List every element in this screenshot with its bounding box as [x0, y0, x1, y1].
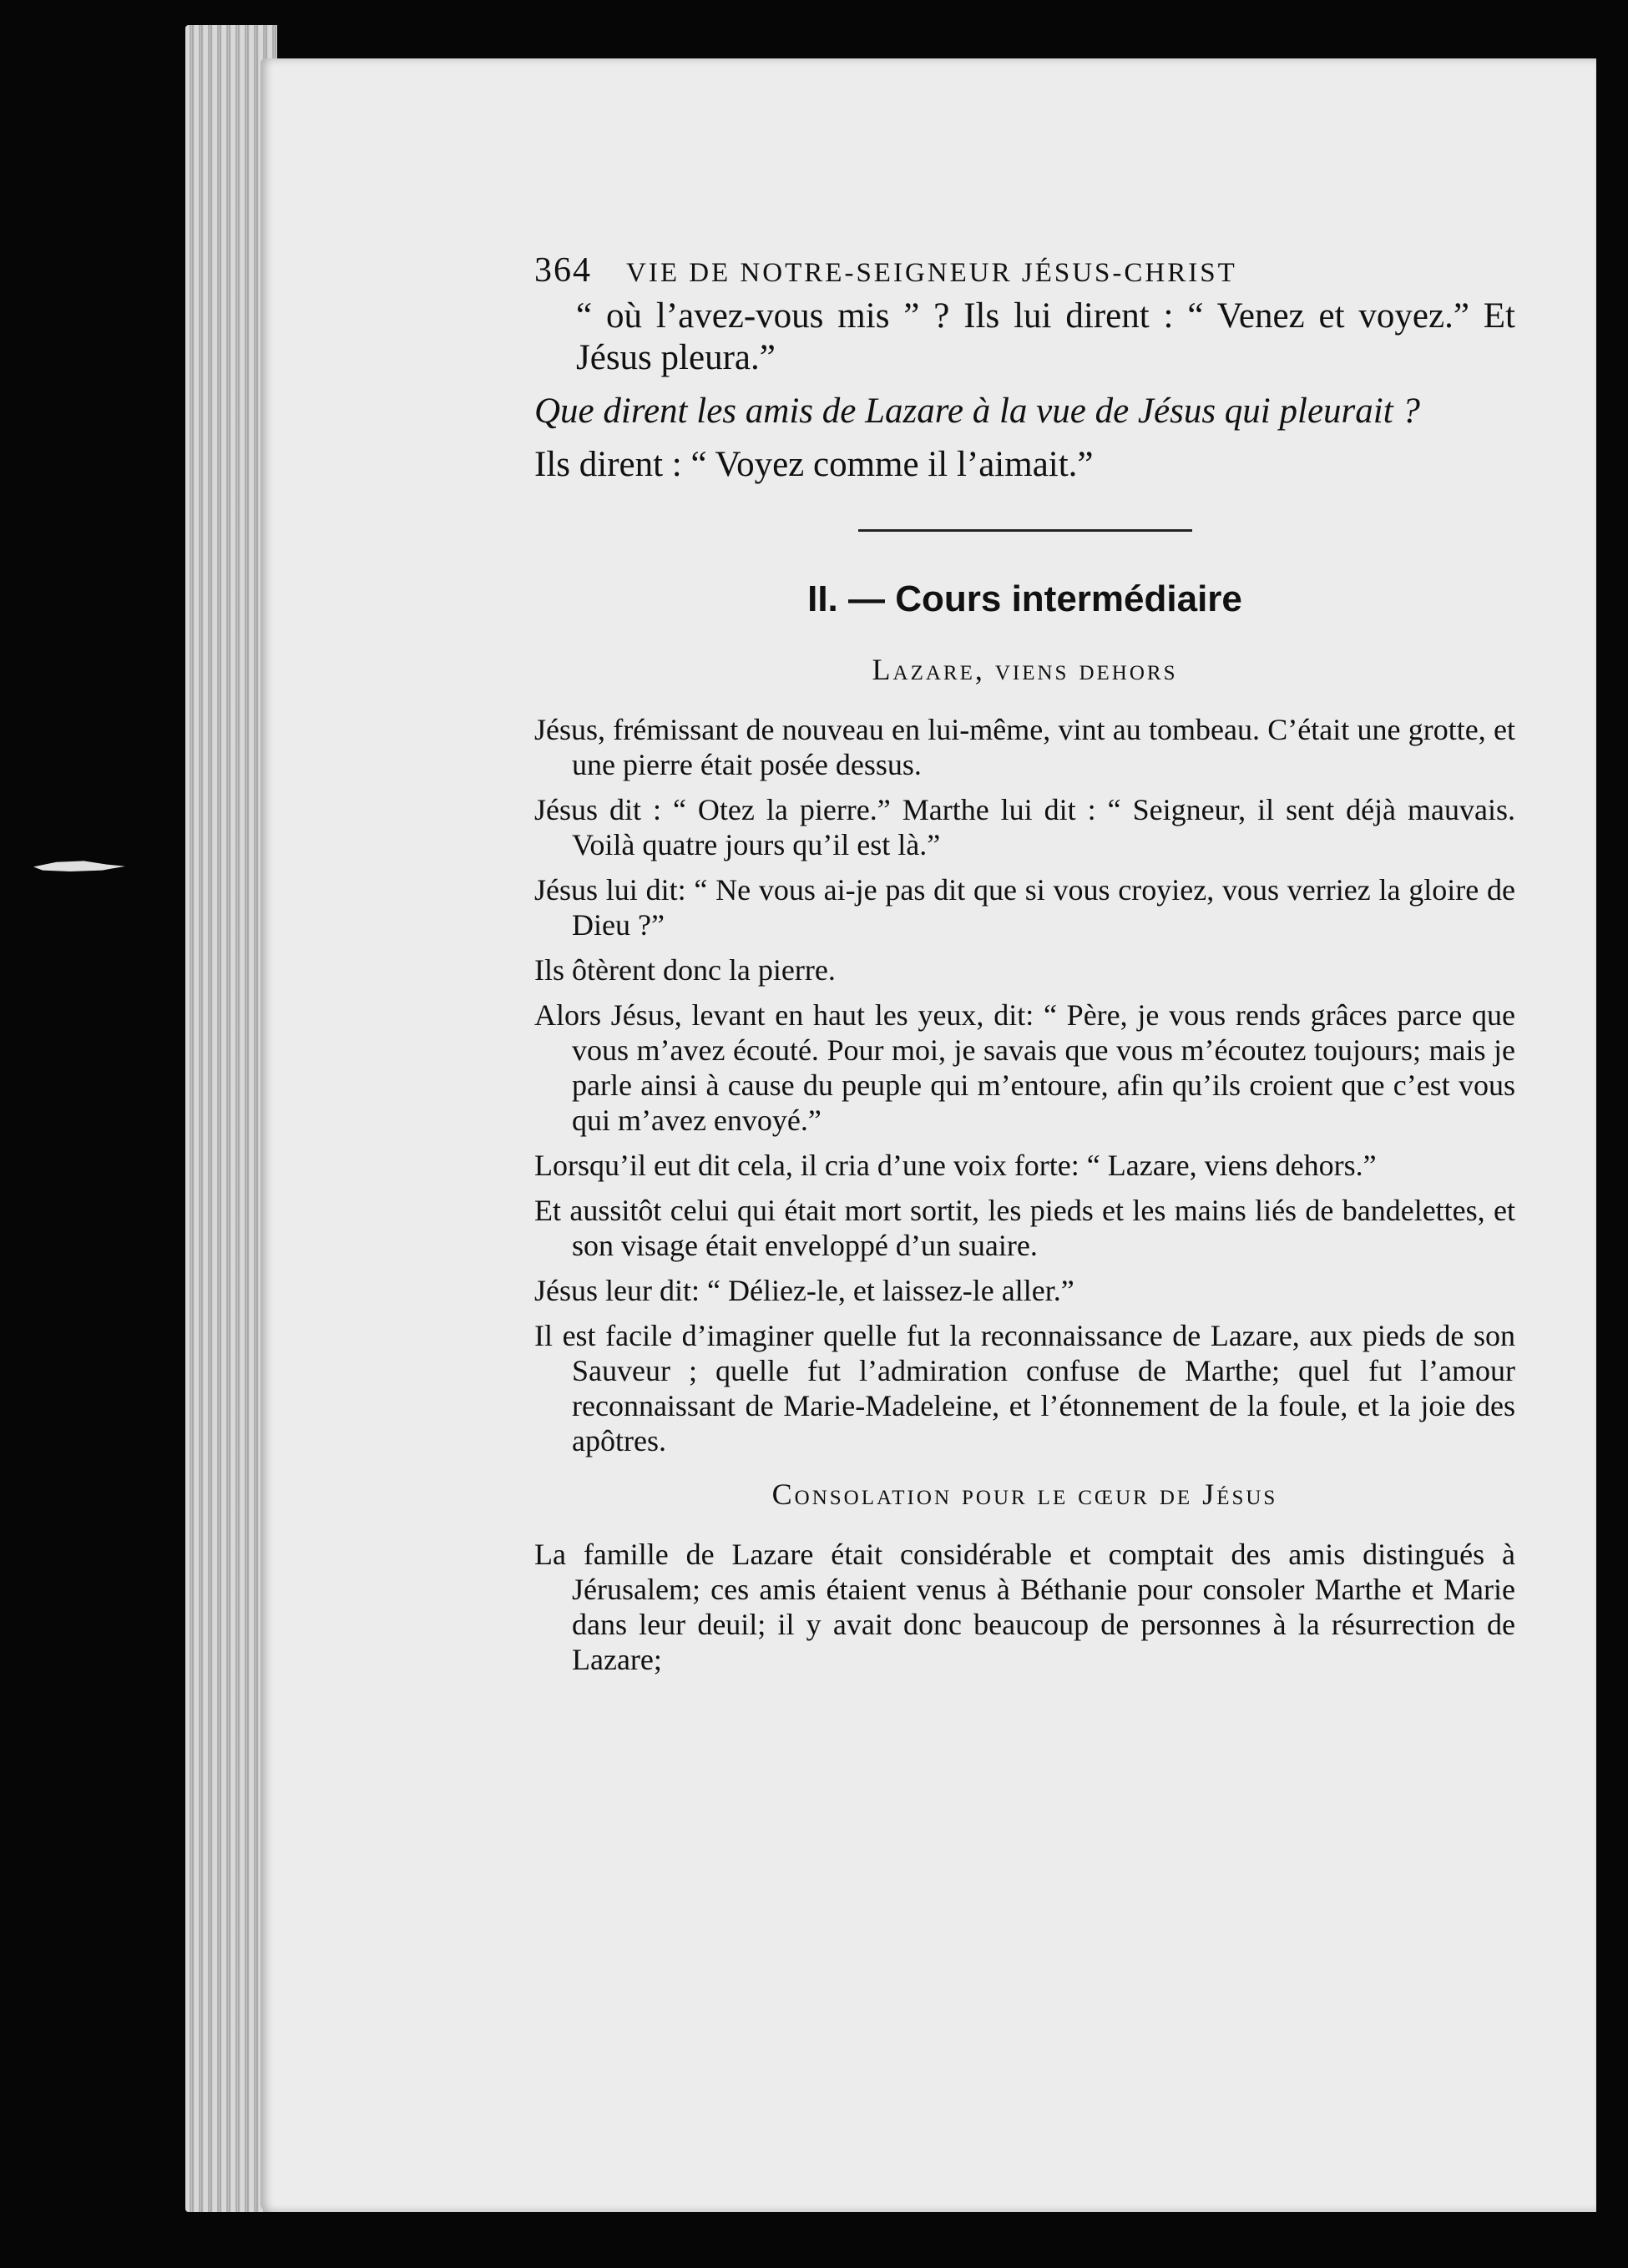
paragraph: Ils ôtèrent donc la pierre. [534, 953, 836, 987]
section-divider [858, 529, 1192, 532]
paragraphs-lazare [534, 712, 1515, 1458]
subtitle-lazare: Lazare, viens dehors [872, 653, 1178, 686]
paragraphs-consolation [534, 1537, 1515, 1677]
paragraph: La famille de Lazare était considérable et comptait des amis distingués à Jérusalem; ces amis étaient venus à Béthanie pour consoler Marthe et Marie dans leur deuil; il y avait donc beaucoup de personnes à la résurrection de Lazare; [534, 1538, 1515, 1676]
paragraph: Lorsqu’il eut dit cela, il cria d’une voix forte: “ Lazare, viens dehors.” [534, 1149, 1377, 1182]
section-title: II. — Cours intermédiaire [807, 578, 1242, 619]
page-content [534, 250, 1515, 1687]
subtitle-consolation: Consolation pour le cœur de Jésus [771, 1477, 1278, 1511]
page-number: 364 [534, 251, 592, 290]
catechism-answer: Ils dirent : “ Voyez comme il l’aimait.” [534, 445, 1094, 484]
continuation-text: “ où l’avez-vous mis ” ? Ils lui dirent : “ Venez et voyez.” Et Jésus pleura.” [576, 296, 1515, 377]
paragraph: Jésus dit : “ Otez la pierre.” Marthe lui dit : “ Seigneur, il sent déjà mauvais. Voilà quatre jours qu’il est là.” [534, 793, 1515, 861]
paragraph: Et aussitôt celui qui était mort sortit, les pieds et les mains liés de bandelettes, et son visage était enveloppé d’un suaire. [534, 1194, 1515, 1262]
paragraph: Jésus, frémissant de nouveau en lui-même, vint au tombeau. C’était une grotte, et une pierre était posée dessus. [534, 713, 1515, 781]
paragraph: Il est facile d’imaginer quelle fut la reconnaissance de Lazare, aux pieds de son Sauveur ; quelle fut l’admiration confuse de Marthe; quel fut l’amour reconnaissant de Marie-Madeleine, et l’étonnement de la foule, et la joie des apôtres. [534, 1319, 1515, 1457]
catechism-question: Que dirent les amis de Lazare à la vue de Jésus qui pleurait ? [534, 391, 1420, 431]
paragraph: Jésus leur dit: “ Déliez-le, et laissez-le aller.” [534, 1274, 1074, 1307]
running-header [534, 250, 1515, 290]
paragraph: Jésus lui dit: “ Ne vous ai-je pas dit que si vous croyiez, vous verriez la gloire de Dieu ?” [534, 873, 1515, 942]
running-title: VIE DE NOTRE-SEIGNEUR JÉSUS-CHRIST [626, 258, 1237, 288]
paragraph: Alors Jésus, levant en haut les yeux, dit: “ Père, je vous rends grâces parce que vous m’avez écouté. Pour moi, je savais que vous m’écoutez toujours; mais je parle ainsi à cause du peuple qui m’entoure, afin qu’ils croient que c’est vous qui m’avez envoyé.” [534, 998, 1515, 1137]
scan-speck [33, 860, 125, 871]
